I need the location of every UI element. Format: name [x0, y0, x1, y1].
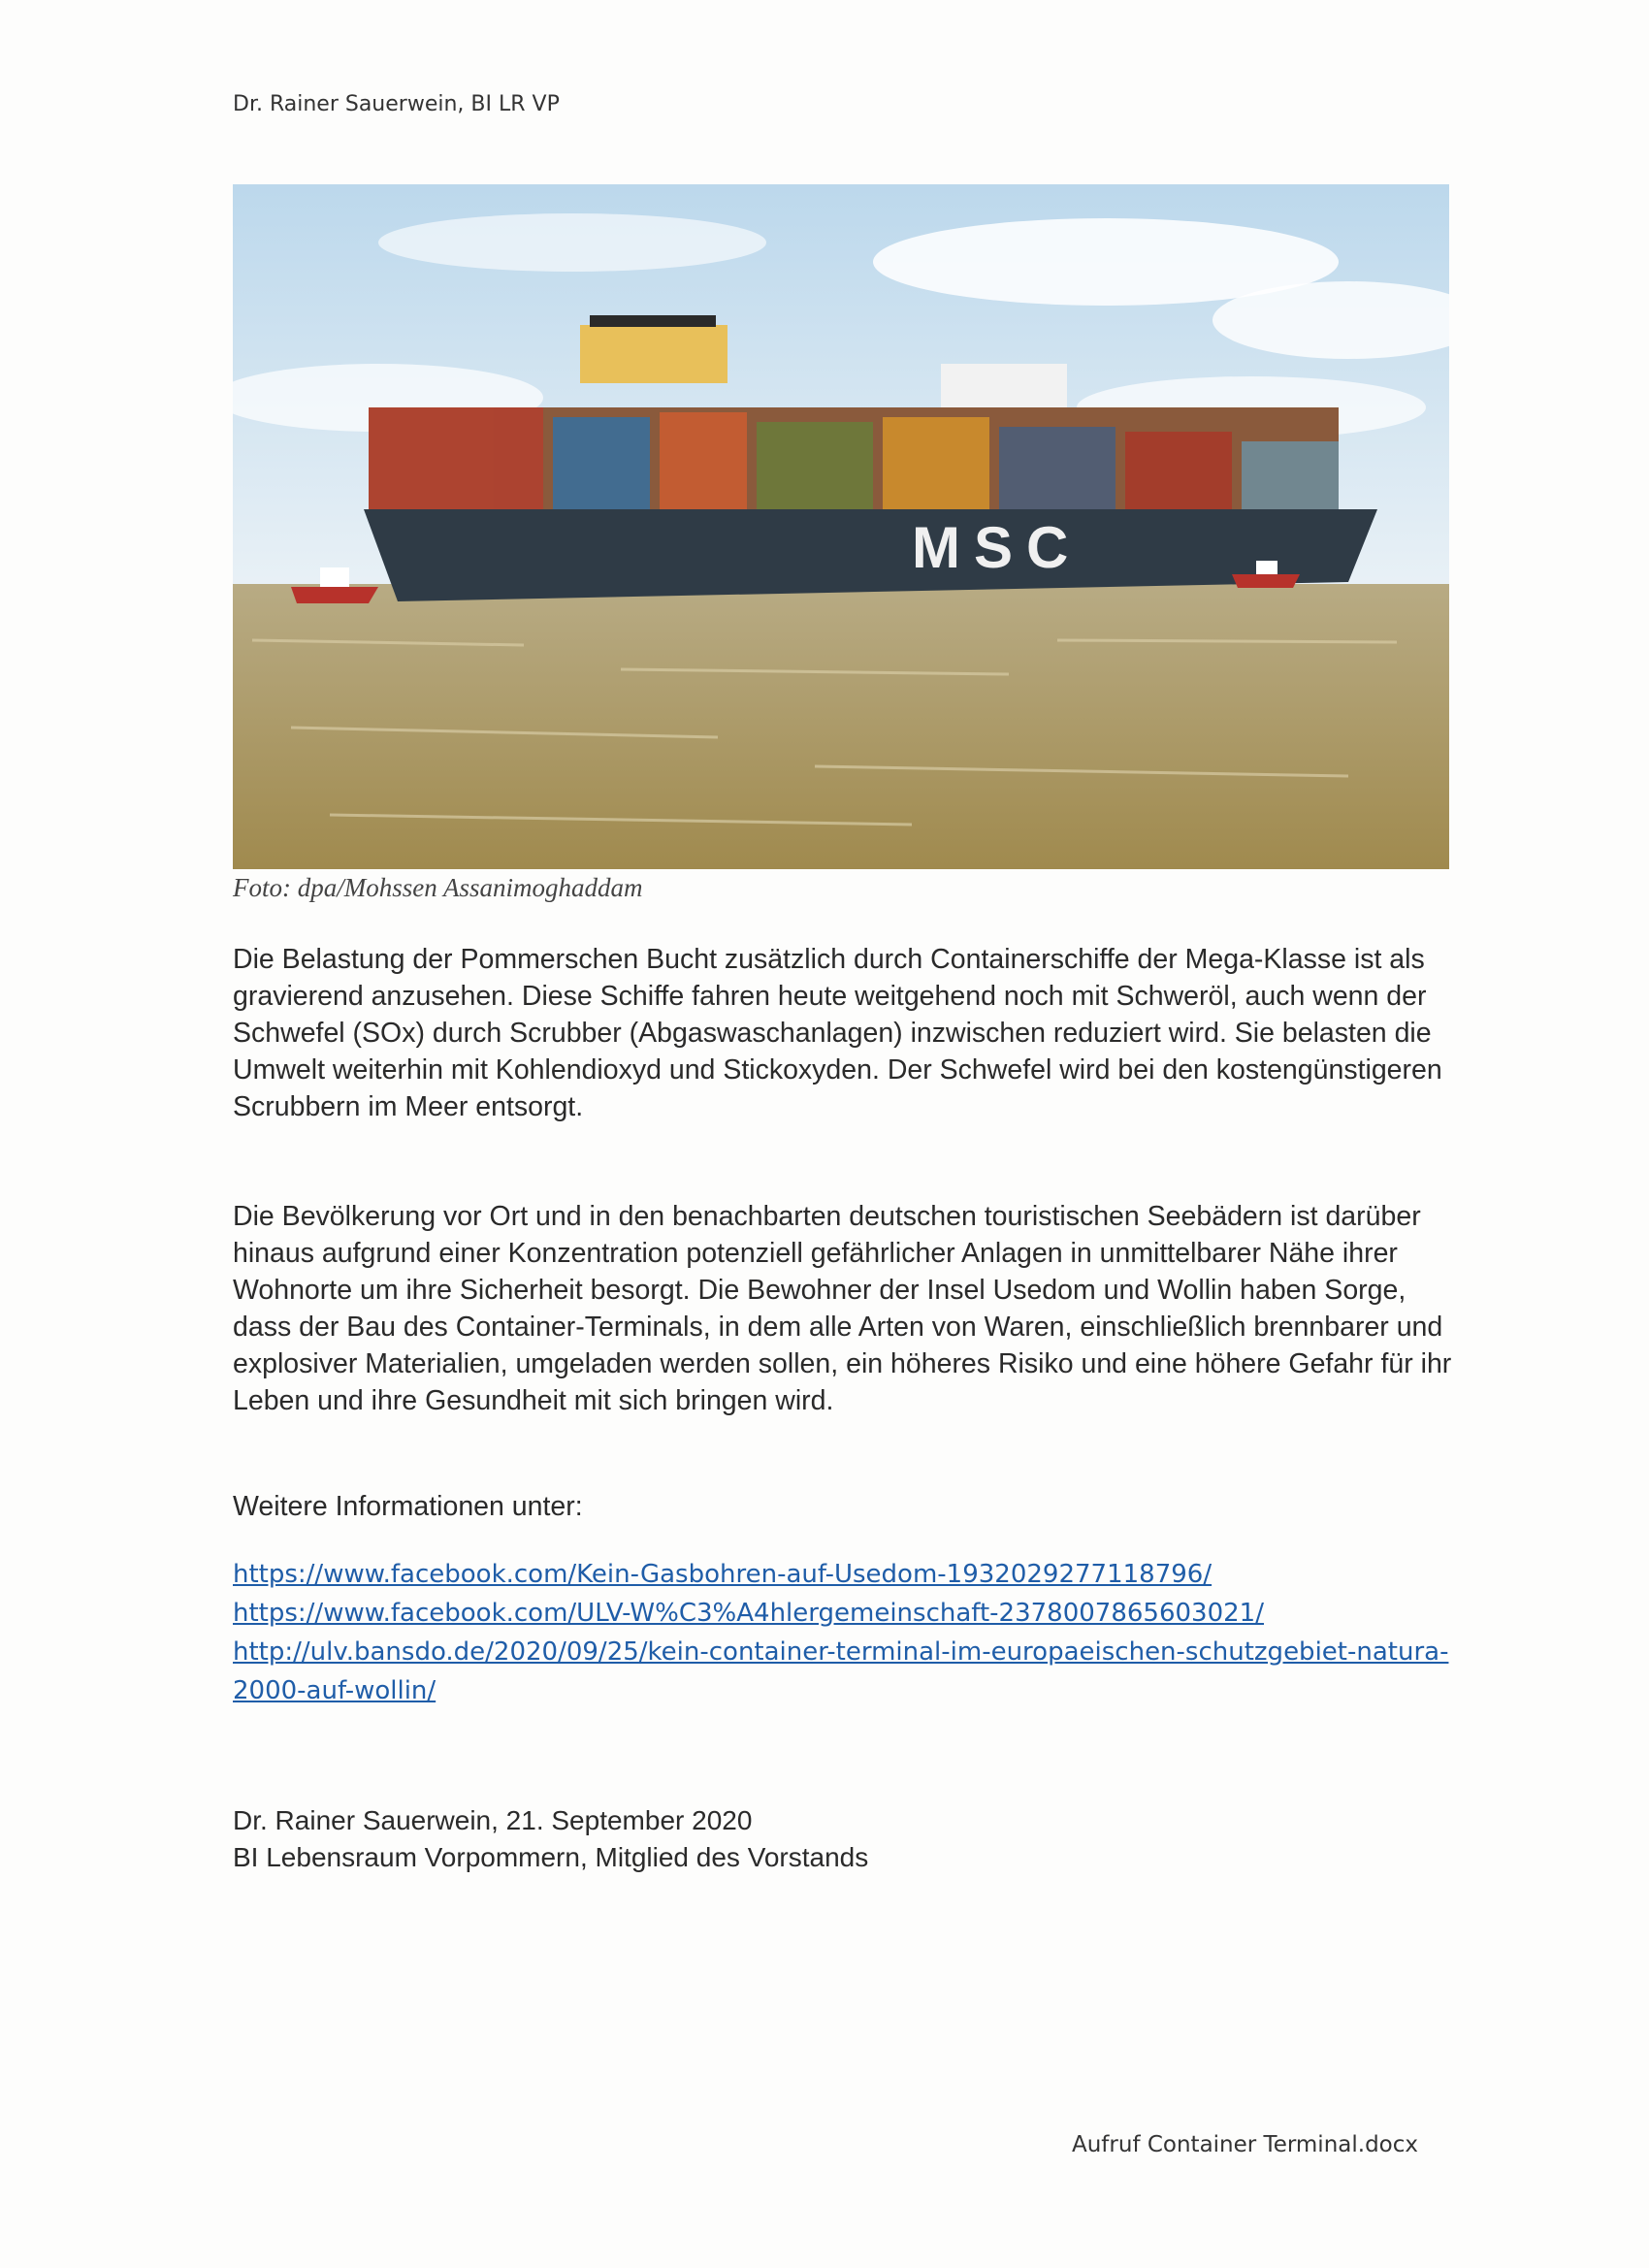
cloud [378, 213, 766, 272]
ship-funnel [580, 325, 728, 383]
paragraph-1: Die Belastung der Pommerschen Bucht zusätzlich durch Containerschiffe der Mega-Klasse ist als gravierend anzusehen. Diese Schiffe fahren heute weitgehend noch mit Schweröl, auch wenn der Schwefel (SOx) durch Scrubber (Abgaswaschanlagen) inzwischen reduziert wird. Sie belasten die Umwelt weiterhin mit Kohlendioxyd und Stickoxyden. Der Schwefel wird bei den kostengünstigeren Scrubbern im Meer entsorgt. [233, 944, 1442, 1122]
ship-illustration [233, 184, 1449, 869]
signature-line-1: Dr. Rainer Sauerwein, 21. September 2020 [233, 1805, 753, 1835]
hull-lettering: MSC [912, 515, 1083, 580]
signature [233, 1802, 868, 1876]
link-list [233, 1555, 1484, 1710]
container-ship-photo [233, 184, 1449, 869]
footer-filename: Aufruf Container Terminal.docx [1072, 2132, 1418, 2157]
signature-line-2: BI Lebensraum Vorpommern, Mitglied des Vorstands [233, 1842, 869, 1872]
tugboat-left [291, 587, 378, 603]
photo-caption: Foto: dpa/Mohssen Assanimoghaddam [233, 873, 643, 902]
tugboat-right [1232, 574, 1300, 588]
document-header: Dr. Rainer Sauerwein, BI LR VP [233, 92, 560, 116]
sea [233, 584, 1449, 869]
facebook-link-gasbohren[interactable]: https://www.facebook.com/Kein-Gasbohren-auf-Usedom-1932029277118796/ [233, 1560, 1212, 1589]
paragraph-2: Die Bevölkerung vor Ort und in den benachbarten deutschen touristischen Seebädern ist darüber hinaus aufgrund einer Konzentration potenziell gefährlicher Anlagen in unmittelbarer Nähe ihrer Wohnorte um ihre Sicherheit besorgt. Die Bewohner der Insel Usedom und Wollin haben Sorge, dass der Bau des Container-Terminals, in dem alle Arten von Waren, einschließlich brennbarer und explosiver Materialien, umgeladen werden sollen, ein höheres Risiko und eine höhere Gefahr für ihr Leben und ihre Gesundheit mit sich bringen wird. [233, 1201, 1452, 1416]
ulv-bansdo-link[interactable]: http://ulv.bansdo.de/2020/09/25/kein-container-terminal-im-europaeischen-schutzgebiet-natura-2000-auf-wollin/ [233, 1637, 1449, 1705]
more-info-label: Weitere Informationen unter: [233, 1491, 583, 1522]
facebook-link-ulv[interactable]: https://www.facebook.com/ULV-W%C3%A4hlergemeinschaft-2378007865603021/ [233, 1599, 1264, 1628]
